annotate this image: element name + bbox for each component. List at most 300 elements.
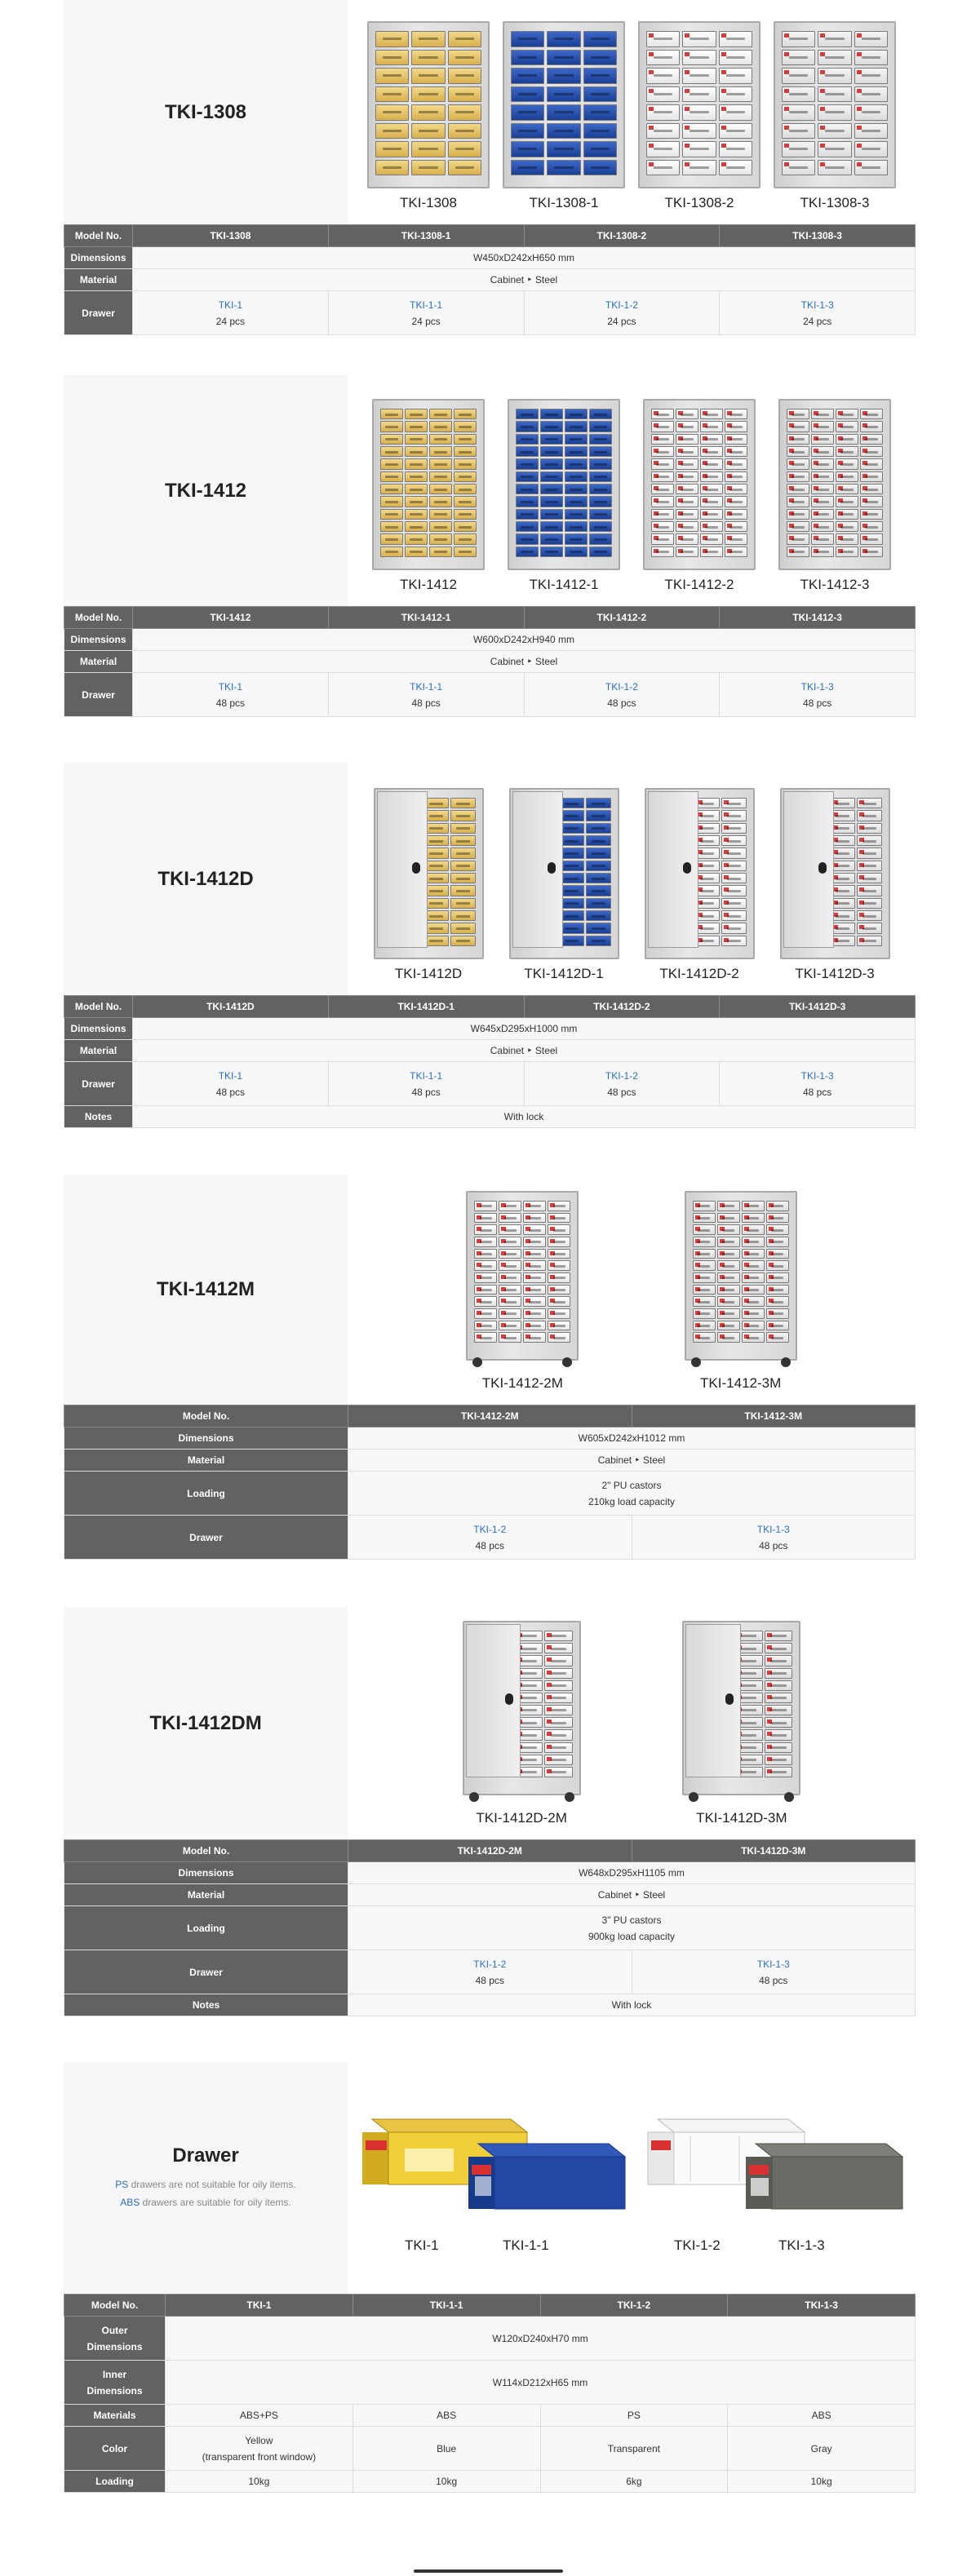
dimensions-value: W450xD242xH650 mm bbox=[133, 247, 916, 269]
cabinet-drawer bbox=[857, 861, 882, 871]
model-cell: TKI-1308 bbox=[133, 225, 329, 247]
castor-icon bbox=[562, 1357, 572, 1367]
cabinet-drawer bbox=[646, 68, 680, 84]
color-cell bbox=[166, 2427, 353, 2471]
model-header: Model No. bbox=[64, 1405, 348, 1427]
drawer-link[interactable]: TKI-1-1 bbox=[410, 299, 443, 311]
cabinet-drawer bbox=[725, 521, 747, 532]
cabinet-drawer bbox=[651, 547, 674, 557]
drawer-qty: 24 pcs bbox=[411, 315, 441, 327]
cabinet-drawer bbox=[380, 434, 403, 445]
cabinet-drawer bbox=[676, 496, 698, 507]
drawer-link[interactable]: TKI-1-2 bbox=[605, 299, 638, 311]
model-cell: TKI-1-1 bbox=[353, 2295, 540, 2317]
section-tki-1412m bbox=[64, 1175, 916, 1560]
model-header: Model No. bbox=[64, 607, 133, 629]
cabinet-drawer bbox=[700, 409, 723, 419]
cabinet-drawer bbox=[548, 1321, 570, 1331]
product-label: TKI-1412-1 bbox=[529, 577, 599, 592]
product-card[interactable] bbox=[463, 1621, 581, 1826]
cabinet-drawer bbox=[717, 1308, 740, 1319]
cabinet-drawer bbox=[811, 547, 834, 557]
cabinet-drawer bbox=[646, 160, 680, 176]
spec-table bbox=[64, 995, 916, 1128]
cabinet-drawer bbox=[787, 434, 809, 445]
drawer-link[interactable]: TKI-1-2 bbox=[473, 1958, 507, 1970]
drawer-link[interactable]: TKI-1-3 bbox=[800, 299, 834, 311]
cabinet-door bbox=[466, 1624, 521, 1777]
product-card[interactable] bbox=[503, 21, 625, 211]
cabinet-drawer bbox=[499, 1201, 521, 1211]
section-title: TKI-1308 bbox=[64, 0, 348, 224]
drawer-cell bbox=[133, 1062, 329, 1106]
cabinet-drawer bbox=[725, 471, 747, 482]
cabinet-drawer bbox=[405, 509, 428, 520]
cabinet-image bbox=[774, 21, 896, 188]
product-card[interactable] bbox=[778, 399, 891, 593]
cabinet-drawer bbox=[766, 1260, 789, 1271]
cabinet-drawer bbox=[818, 141, 851, 157]
cabinet-drawer bbox=[589, 421, 612, 432]
cabinet-drawer bbox=[516, 547, 539, 557]
cabinet-drawer bbox=[589, 521, 612, 532]
cabinet-drawer bbox=[375, 104, 409, 121]
loading-label: Loading bbox=[64, 1472, 348, 1516]
product-card[interactable] bbox=[774, 21, 896, 211]
model-header: Model No. bbox=[64, 2295, 166, 2317]
model-cell: TKI-1-2 bbox=[540, 2295, 728, 2317]
cabinet-drawer bbox=[717, 1332, 740, 1343]
outer-dimensions-label bbox=[64, 2317, 166, 2361]
drawer-illustration bbox=[348, 2062, 916, 2294]
cabinet-drawer bbox=[516, 521, 539, 532]
cabinet-drawer bbox=[516, 409, 539, 419]
drawer-qty: 48 pcs bbox=[607, 1086, 636, 1098]
cabinet-drawer bbox=[721, 898, 747, 909]
castor-icon bbox=[469, 1792, 479, 1802]
cabinet-drawer bbox=[721, 823, 747, 834]
cabinet-drawer bbox=[857, 885, 882, 896]
drawer-link[interactable]: TKI-1 bbox=[218, 1069, 243, 1082]
cabinet-drawer bbox=[454, 471, 477, 482]
drawer-link[interactable]: TKI-1-2 bbox=[605, 1069, 638, 1082]
drawer-cell bbox=[720, 291, 916, 335]
cabinet-drawer bbox=[586, 810, 611, 821]
cabinet-drawer bbox=[589, 533, 612, 544]
cabinet-drawer bbox=[548, 1296, 570, 1307]
cabinet-drawer bbox=[405, 421, 428, 432]
cabinet-drawer bbox=[836, 509, 858, 520]
cabinet-drawer bbox=[787, 471, 809, 482]
label-line: Outer bbox=[101, 2324, 128, 2336]
product-card[interactable] bbox=[372, 399, 485, 593]
cabinet-drawer bbox=[765, 1680, 793, 1691]
cabinet-drawer bbox=[742, 1321, 765, 1331]
cabinet-drawer bbox=[693, 1224, 716, 1235]
cabinet-drawer bbox=[782, 50, 815, 66]
cabinet-drawer bbox=[811, 458, 834, 469]
cabinet-door bbox=[685, 1624, 741, 1777]
cabinet-drawer bbox=[742, 1224, 765, 1235]
cabinet-drawer bbox=[429, 409, 452, 419]
cabinet-drawer bbox=[548, 1201, 570, 1211]
drawer-link[interactable]: TKI-1-3 bbox=[756, 1523, 790, 1535]
ps-link[interactable]: PS bbox=[115, 2179, 129, 2190]
cabinet-image bbox=[685, 1191, 797, 1361]
drawer-cell bbox=[328, 673, 524, 717]
cabinet-drawer bbox=[682, 50, 716, 66]
cabinet-drawer bbox=[857, 798, 882, 808]
cabinet-drawer bbox=[548, 1237, 570, 1247]
cabinet-image bbox=[508, 399, 620, 570]
drawer-link[interactable]: TKI-1-2 bbox=[473, 1523, 507, 1535]
label-line: Inner bbox=[102, 2368, 127, 2380]
cabinet-drawer bbox=[766, 1201, 789, 1211]
cabinet-drawer bbox=[454, 421, 477, 432]
drawer-qty: 24 pcs bbox=[802, 315, 832, 327]
drawer-link[interactable]: TKI-1-1 bbox=[410, 680, 443, 693]
cabinet-drawer bbox=[516, 458, 539, 469]
cabinet-drawer bbox=[811, 409, 834, 419]
cabinet-drawer bbox=[375, 31, 409, 47]
drawer-cell bbox=[328, 291, 524, 335]
cabinet-drawer bbox=[725, 446, 747, 457]
cabinet-drawer bbox=[765, 1631, 793, 1641]
cabinet-drawer bbox=[725, 533, 747, 544]
cabinet-drawer bbox=[499, 1213, 521, 1224]
cabinet-drawer bbox=[811, 484, 834, 494]
cabinet-drawer bbox=[405, 521, 428, 532]
inner-dimensions-label bbox=[64, 2361, 166, 2405]
color-cell: Blue bbox=[353, 2427, 540, 2471]
cabinet-drawer bbox=[651, 509, 674, 520]
inner-dimensions-value: W114xD212xH65 mm bbox=[166, 2361, 916, 2405]
cabinet-drawer bbox=[448, 68, 481, 84]
cabinet-drawer bbox=[565, 471, 588, 482]
cabinet-drawer bbox=[646, 141, 680, 157]
cabinet-drawer bbox=[719, 123, 752, 139]
material-value: Cabinet ‣ Steel bbox=[348, 1884, 916, 1906]
product-card[interactable] bbox=[682, 1621, 800, 1826]
product-images bbox=[348, 1607, 916, 1839]
cabinet-drawer bbox=[742, 1260, 765, 1271]
cabinet-drawer bbox=[818, 86, 851, 103]
cabinet-image bbox=[638, 21, 760, 188]
cabinet-drawer bbox=[836, 458, 858, 469]
cabinet-drawer bbox=[544, 1742, 573, 1753]
cabinet-drawer bbox=[583, 141, 617, 157]
drawer-link[interactable]: TKI-1-3 bbox=[800, 1069, 834, 1082]
cabinet-drawer bbox=[782, 123, 815, 139]
cabinet-drawer bbox=[787, 446, 809, 457]
cabinet-drawer bbox=[544, 1755, 573, 1765]
cabinet-drawer bbox=[682, 68, 716, 84]
cabinet-drawer bbox=[719, 50, 752, 66]
product-label: TKI-1412D bbox=[394, 966, 463, 981]
cabinet-drawer bbox=[540, 496, 563, 507]
cabinet-drawer bbox=[646, 86, 680, 103]
cabinet-drawer bbox=[375, 141, 409, 157]
cabinet-drawer bbox=[765, 1755, 793, 1765]
cabinet-drawer bbox=[651, 496, 674, 507]
cabinet-drawer bbox=[860, 533, 883, 544]
cabinet-drawer bbox=[448, 86, 481, 103]
cabinet-drawer bbox=[700, 521, 723, 532]
cabinet-drawer bbox=[787, 533, 809, 544]
cabinet-drawer bbox=[721, 910, 747, 921]
cabinet-drawer bbox=[548, 1260, 570, 1271]
cabinet-drawer bbox=[586, 798, 611, 808]
cabinet-drawer bbox=[448, 141, 481, 157]
cabinet-drawer bbox=[429, 484, 452, 494]
cabinet-drawer bbox=[854, 160, 888, 176]
product-label: TKI-1412D-3M bbox=[696, 1810, 787, 1826]
cabinet-drawer bbox=[523, 1321, 546, 1331]
cabinet-drawer bbox=[499, 1273, 521, 1283]
cabinet-drawer bbox=[411, 68, 445, 84]
cabinet-drawer bbox=[375, 68, 409, 84]
cabinet-drawer bbox=[765, 1717, 793, 1728]
cabinet-drawer bbox=[565, 547, 588, 557]
model-cell: TKI-1-3 bbox=[728, 2295, 916, 2317]
product-card[interactable] bbox=[508, 399, 620, 593]
notes-value: With lock bbox=[133, 1106, 916, 1128]
cabinet-drawer bbox=[544, 1643, 573, 1653]
material-cell: ABS bbox=[728, 2405, 916, 2427]
notes-value: With lock bbox=[348, 1994, 916, 2016]
scroll-indicator[interactable] bbox=[414, 2569, 563, 2573]
cabinet-drawer bbox=[742, 1332, 765, 1343]
cabinet-drawer bbox=[766, 1332, 789, 1343]
cabinet-drawer bbox=[548, 1285, 570, 1295]
cabinet-image bbox=[367, 21, 490, 188]
cabinet-drawer bbox=[583, 31, 617, 47]
cabinet-drawer bbox=[676, 458, 698, 469]
cabinet-drawer bbox=[782, 31, 815, 47]
cabinet-drawer bbox=[854, 86, 888, 103]
cabinet-drawer bbox=[860, 484, 883, 494]
label-line: Dimensions bbox=[86, 2340, 143, 2352]
cabinet-drawer bbox=[717, 1321, 740, 1331]
model-header: Model No. bbox=[64, 1840, 348, 1862]
product-card[interactable] bbox=[638, 21, 760, 211]
cabinet-drawer bbox=[540, 547, 563, 557]
cabinet-drawer bbox=[429, 521, 452, 532]
cabinet-drawer bbox=[766, 1321, 789, 1331]
material-label: Material bbox=[64, 1450, 348, 1472]
cabinet-drawer bbox=[717, 1285, 740, 1295]
abs-link[interactable]: ABS bbox=[120, 2197, 140, 2208]
cabinet-drawer bbox=[586, 848, 611, 858]
cabinet-drawer bbox=[474, 1201, 497, 1211]
cabinet-drawer bbox=[766, 1296, 789, 1307]
cabinet-drawer bbox=[411, 86, 445, 103]
cabinet-drawer bbox=[857, 848, 882, 858]
cabinet-drawer bbox=[547, 68, 580, 84]
color-line: (transparent front window) bbox=[202, 2450, 317, 2463]
drawer-cell bbox=[632, 1516, 916, 1560]
cabinet-drawer bbox=[651, 533, 674, 544]
cabinet-drawer bbox=[811, 521, 834, 532]
cabinet-drawer bbox=[836, 521, 858, 532]
cabinet-drawer bbox=[700, 458, 723, 469]
loading-line: 2" PU castors bbox=[601, 1479, 662, 1491]
cabinet-drawer bbox=[454, 547, 477, 557]
cabinet-drawer bbox=[380, 421, 403, 432]
cabinet-drawer bbox=[544, 1705, 573, 1715]
product-card[interactable] bbox=[466, 1191, 579, 1392]
drawer-link[interactable]: TKI-1 bbox=[218, 680, 243, 693]
product-card[interactable] bbox=[780, 788, 890, 982]
product-label: TKI-1412-2 bbox=[664, 577, 734, 592]
drawer-link[interactable]: TKI-1-1 bbox=[410, 1069, 443, 1082]
cabinet-drawer bbox=[765, 1655, 793, 1666]
cabinet-drawer bbox=[375, 50, 409, 66]
product-card[interactable] bbox=[685, 1191, 797, 1392]
cabinet-drawer bbox=[544, 1693, 573, 1703]
product-card[interactable] bbox=[643, 399, 756, 593]
cabinet-drawer bbox=[516, 446, 539, 457]
drawer-link[interactable]: TKI-1-2 bbox=[605, 680, 638, 693]
cabinet-drawer bbox=[450, 898, 476, 909]
cabinet-drawer bbox=[380, 471, 403, 482]
cabinet-drawer bbox=[717, 1201, 740, 1211]
cabinet-drawer bbox=[836, 496, 858, 507]
cabinet-drawer bbox=[499, 1224, 521, 1235]
cabinet-drawer bbox=[682, 160, 716, 176]
cabinet-drawer bbox=[429, 421, 452, 432]
label-line: Dimensions bbox=[86, 2384, 143, 2397]
drawer-link[interactable]: TKI-1 bbox=[218, 299, 243, 311]
cabinet-drawer bbox=[682, 104, 716, 121]
cabinet-drawer bbox=[523, 1213, 546, 1224]
cabinet-drawer bbox=[523, 1332, 546, 1343]
cabinet-drawer bbox=[589, 409, 612, 419]
product-images bbox=[348, 1175, 916, 1405]
cabinet-drawer bbox=[523, 1260, 546, 1271]
cabinet-drawer bbox=[516, 496, 539, 507]
cabinet-drawer bbox=[516, 533, 539, 544]
materials-label: Materials bbox=[64, 2405, 166, 2427]
cabinet-drawer bbox=[589, 509, 612, 520]
cabinet-drawer bbox=[818, 50, 851, 66]
dimensions-label: Dimensions bbox=[64, 1427, 348, 1450]
product-images bbox=[348, 375, 916, 606]
product-label: TKI-1412D-3 bbox=[795, 966, 875, 981]
model-cell: TKI-1412D-3M bbox=[632, 1840, 916, 1862]
cabinet-drawer bbox=[586, 873, 611, 883]
cabinet-drawer bbox=[511, 86, 544, 103]
product-label: TKI-1-1 bbox=[503, 2237, 549, 2253]
cabinet-drawer bbox=[651, 484, 674, 494]
product-card[interactable] bbox=[509, 788, 619, 982]
dimensions-value: W600xD242xH940 mm bbox=[133, 629, 916, 651]
dimensions-value: W605xD242xH1012 mm bbox=[348, 1427, 916, 1450]
cabinet-drawer bbox=[583, 104, 617, 121]
cabinet-drawer bbox=[454, 484, 477, 494]
drawer-link[interactable]: TKI-1-3 bbox=[800, 680, 834, 693]
drawer-qty: 24 pcs bbox=[215, 315, 246, 327]
material-label: Material bbox=[64, 1884, 348, 1906]
cabinet-drawer bbox=[719, 141, 752, 157]
cabinet-drawer bbox=[450, 810, 476, 821]
section-tki-1308 bbox=[64, 0, 916, 335]
drawer-cell bbox=[720, 673, 916, 717]
drawer-label: Drawer bbox=[64, 291, 133, 335]
cabinet-drawer bbox=[742, 1213, 765, 1224]
cabinet-drawer bbox=[646, 123, 680, 139]
cabinet-drawer bbox=[583, 160, 617, 176]
cabinet-drawer bbox=[547, 141, 580, 157]
product-card[interactable] bbox=[645, 788, 755, 982]
cabinet-drawer bbox=[646, 50, 680, 66]
product-card[interactable] bbox=[367, 21, 490, 211]
cabinet-drawer bbox=[429, 496, 452, 507]
cabinet-drawer bbox=[516, 484, 539, 494]
cabinet-drawer bbox=[411, 50, 445, 66]
cabinet-drawer bbox=[547, 160, 580, 176]
cabinet-drawer bbox=[860, 471, 883, 482]
cabinet-drawer bbox=[523, 1308, 546, 1319]
material-label: Material bbox=[64, 1040, 133, 1062]
section-title: TKI-1412 bbox=[64, 375, 348, 606]
cabinet-drawer bbox=[380, 521, 403, 532]
cabinet-drawer bbox=[405, 496, 428, 507]
model-cell: TKI-1412-3M bbox=[632, 1405, 916, 1427]
cabinet-drawer bbox=[511, 31, 544, 47]
cabinet-drawer bbox=[787, 458, 809, 469]
cabinet-drawer bbox=[450, 923, 476, 933]
section-title: Drawer bbox=[172, 2144, 239, 2167]
cabinet-drawer bbox=[474, 1285, 497, 1295]
cabinet-drawer bbox=[860, 421, 883, 432]
drawer-qty: 48 pcs bbox=[802, 697, 832, 709]
cabinet-drawer bbox=[589, 496, 612, 507]
drawer-qty: 24 pcs bbox=[607, 315, 636, 327]
model-cell: TKI-1308-3 bbox=[720, 225, 916, 247]
cabinet-drawer bbox=[651, 521, 674, 532]
cabinet-drawer bbox=[676, 547, 698, 557]
cabinet-drawer bbox=[721, 798, 747, 808]
drawer-spec-table bbox=[64, 2294, 916, 2493]
cabinet-drawer bbox=[860, 458, 883, 469]
material-label: Material bbox=[64, 651, 133, 673]
cabinet-drawer bbox=[375, 123, 409, 139]
drawer-cell bbox=[632, 1950, 916, 1994]
cabinet-door bbox=[512, 791, 564, 948]
cabinet-drawer bbox=[721, 810, 747, 821]
cabinet-drawer bbox=[766, 1224, 789, 1235]
cabinet-drawer bbox=[380, 409, 403, 419]
drawer-link[interactable]: TKI-1-3 bbox=[756, 1958, 790, 1970]
cabinet-drawer bbox=[450, 873, 476, 883]
cabinet-drawer bbox=[782, 104, 815, 121]
cabinet-drawer bbox=[448, 104, 481, 121]
cabinet-drawer bbox=[586, 861, 611, 871]
dimensions-value: W648xD295xH1105 mm bbox=[348, 1862, 916, 1884]
product-card[interactable] bbox=[374, 788, 484, 982]
cabinet-drawer bbox=[411, 123, 445, 139]
cabinet-drawer bbox=[682, 31, 716, 47]
cabinet-drawer bbox=[586, 923, 611, 933]
model-cell: TKI-1412-2 bbox=[524, 607, 720, 629]
dimensions-label: Dimensions bbox=[64, 1018, 133, 1040]
cabinet-drawer bbox=[540, 484, 563, 494]
cabinet-drawer bbox=[540, 521, 563, 532]
cabinet-drawer bbox=[693, 1321, 716, 1331]
cabinet-drawer bbox=[787, 409, 809, 419]
cabinet-drawer bbox=[450, 848, 476, 858]
